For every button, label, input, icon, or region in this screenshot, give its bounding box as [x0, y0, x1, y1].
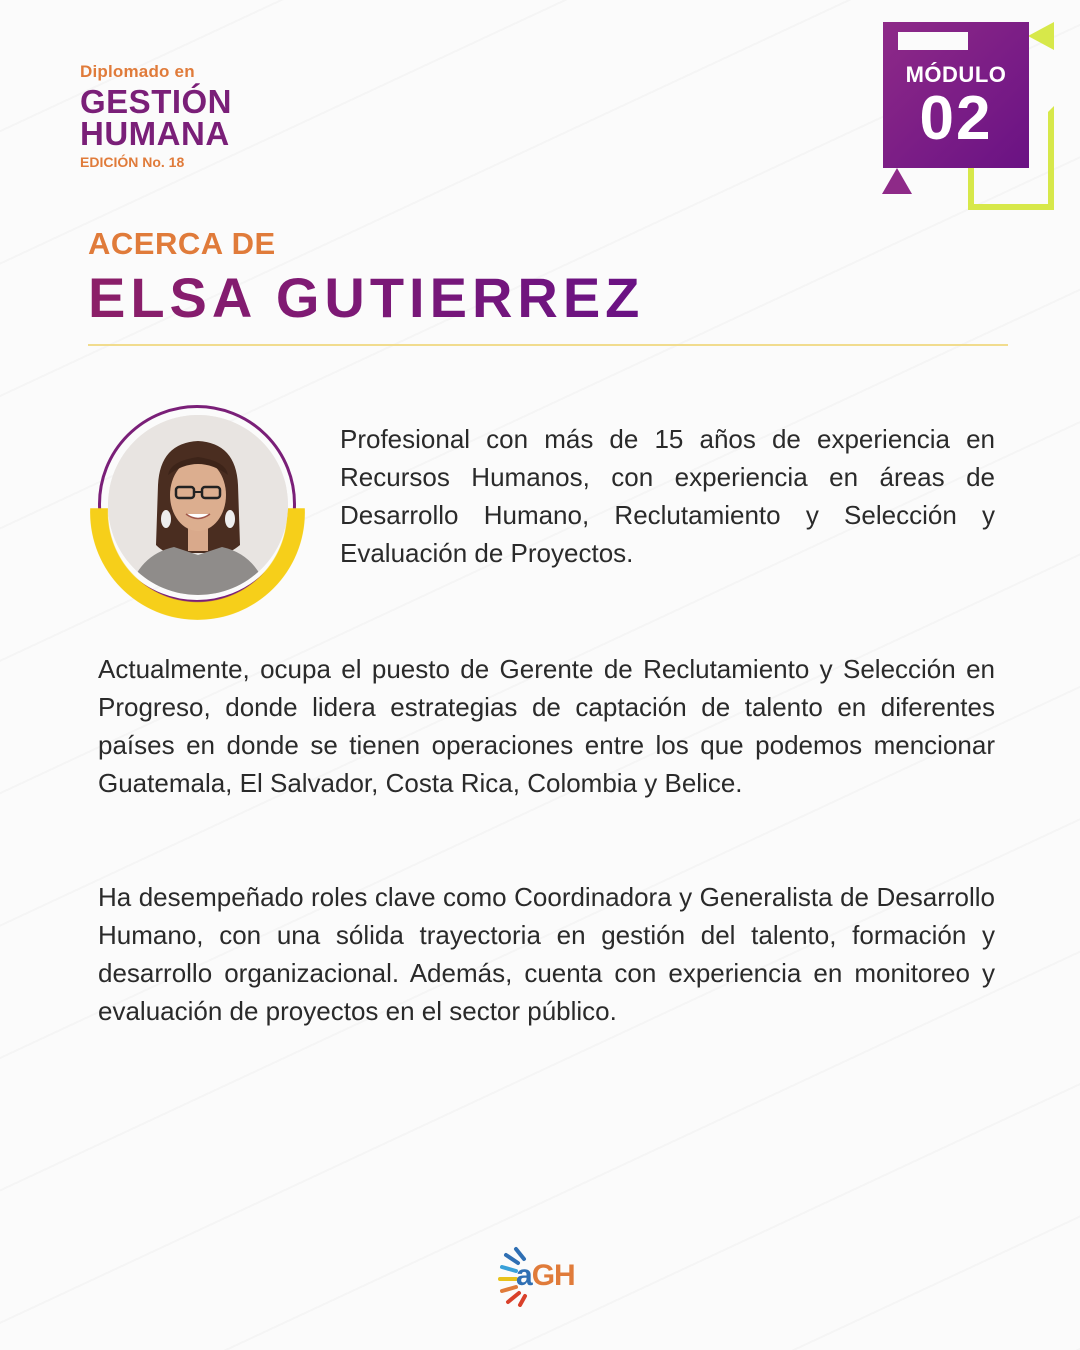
purple-triangle-icon — [882, 168, 912, 194]
module-number: 02 — [919, 84, 993, 153]
brand-kicker: Diplomado en — [80, 62, 195, 81]
bio-intro: Profesional con más de 15 años de experiencia en Recursos Humanos, con experiencia en áreas de Desarrollo Humano, Reclutamiento y Selección y Evaluación de Proyectos. — [340, 424, 995, 568]
module-badge — [880, 20, 1060, 200]
lime-triangle-icon — [1028, 22, 1054, 50]
divider — [88, 344, 1008, 346]
logo-letter-a: a — [516, 1259, 532, 1292]
logo-letters-gh: GH — [531, 1259, 575, 1292]
module-label: MÓDULO — [905, 62, 1007, 87]
brand-edition: EDICIÓN No. 18 — [80, 154, 185, 170]
program-brand — [80, 62, 232, 170]
speaker-portrait — [90, 405, 305, 620]
brand-title-line2: HUMANA — [80, 115, 230, 152]
logo-wordmark — [516, 1259, 575, 1293]
module-notch — [898, 32, 968, 50]
person-photo-icon — [108, 415, 288, 595]
bio-current-role: Actualmente, ocupa el puesto de Gerente de Reclutamiento y Selección en Progreso, donde lidera estrategias de captación de talento en diferentes países en donde se tienen operaciones entre los que podemos mencionar Guatemala, El Salvador, Costa Rica, Colombia y Belice. — [98, 654, 995, 798]
brand-title-line1: GESTIÓN — [80, 83, 233, 120]
bio-history: Ha desempeñado roles clave como Coordinadora y Generalista de Desarrollo Humano, con una sólida trayectoria en gestión del talento, formación y desarrollo organizacional. Además, cuenta con experiencia en monitoreo y evaluación de proyectos en el sector público. — [98, 882, 995, 1026]
agh-logo — [494, 1245, 594, 1307]
speaker-name: ELSA GUTIERREZ — [88, 266, 645, 329]
heading-kicker: ACERCA DE — [88, 226, 276, 261]
portrait-photo — [108, 415, 288, 595]
